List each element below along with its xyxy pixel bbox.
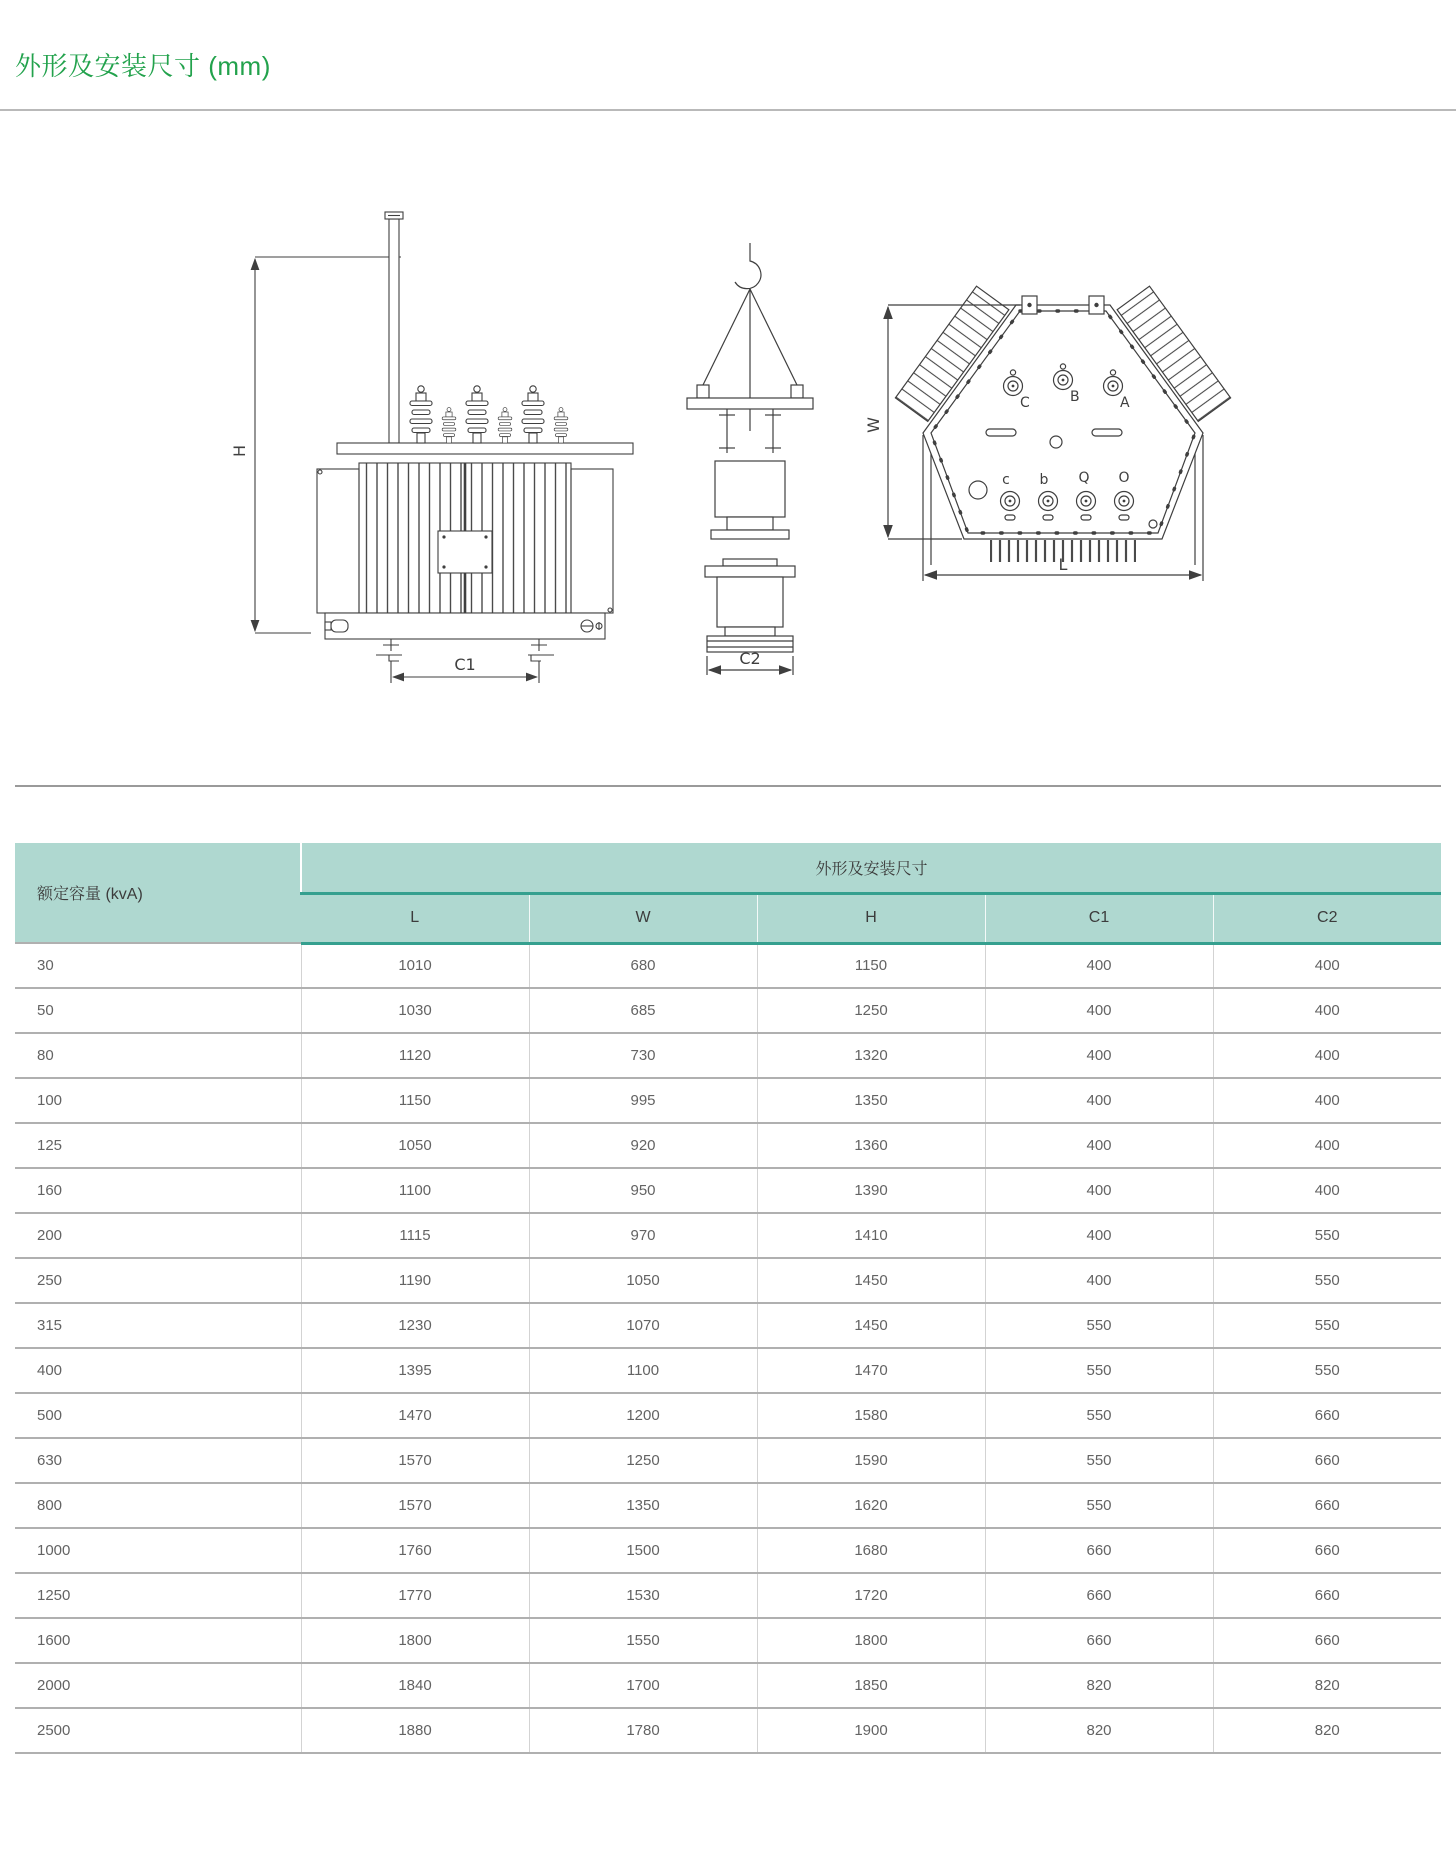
top-w-dimension-label: W [864,417,883,433]
dimension-cell: 1680 [757,1528,985,1573]
dimension-cell: 1760 [301,1528,529,1573]
table-row [15,1663,1441,1708]
capacity-cell: 2000 [15,1663,301,1708]
dimension-cell: 1850 [757,1663,985,1708]
dimension-cell: 400 [985,1078,1213,1123]
dimension-cell: 1100 [301,1168,529,1213]
capacity-cell: 30 [15,943,301,988]
dimension-cell: 1800 [757,1618,985,1663]
capacity-cell: 500 [15,1393,301,1438]
dimension-cell: 1230 [301,1303,529,1348]
page-header [0,0,1456,111]
capacity-cell: 315 [15,1303,301,1348]
dimension-cell: 1250 [757,988,985,1033]
dimension-cell: 550 [985,1348,1213,1393]
dimension-cell: 820 [985,1663,1213,1708]
dimension-cell: 1500 [529,1528,757,1573]
dimension-cell: 550 [985,1438,1213,1483]
column-header-h: H [757,893,985,943]
dimension-cell: 1050 [529,1258,757,1303]
column-header-w: W [529,893,757,943]
table-row [15,1258,1441,1303]
dimension-cell: 400 [1213,943,1441,988]
lv-terminal-label-o: O [1118,470,1130,486]
dimension-cell: 660 [1213,1528,1441,1573]
column-header-c1: C1 [985,893,1213,943]
dimension-cell: 1120 [301,1033,529,1078]
dimension-cell: 400 [985,988,1213,1033]
dimension-cell: 680 [529,943,757,988]
dimension-cell: 550 [985,1483,1213,1528]
table-row [15,1618,1441,1663]
dimension-cell: 400 [985,1213,1213,1258]
dimension-cell: 660 [1213,1618,1441,1663]
dimension-cell: 820 [1213,1708,1441,1753]
dimension-cell: 1200 [529,1393,757,1438]
dimension-cell: 400 [985,1168,1213,1213]
dimension-cell: 685 [529,988,757,1033]
dimension-cell: 660 [985,1618,1213,1663]
dimension-cell: 550 [985,1303,1213,1348]
table-row [15,1483,1441,1528]
table-row [15,1078,1441,1123]
dimension-cell: 920 [529,1123,757,1168]
dimension-cell: 1780 [529,1708,757,1753]
table-row [15,1033,1441,1078]
dimensions-table-section [15,843,1441,1754]
dimension-cell: 1190 [301,1258,529,1303]
dimension-cell: 1350 [757,1078,985,1123]
dimension-cell: 820 [985,1708,1213,1753]
dimension-cell: 1395 [301,1348,529,1393]
lifting-side-view-drawing [665,217,835,677]
capacity-cell: 100 [15,1078,301,1123]
dimension-cell: 1100 [529,1348,757,1393]
column-header-l: L [301,893,529,943]
dimension-cell: 1030 [301,988,529,1033]
top-l-dimension-label: L [1058,555,1068,574]
capacity-cell: 400 [15,1348,301,1393]
dimension-cell: 400 [1213,1168,1441,1213]
table-body [15,943,1441,1753]
capacity-cell: 50 [15,988,301,1033]
dimension-cell: 995 [529,1078,757,1123]
dimension-cell: 950 [529,1168,757,1213]
dimension-cell: 400 [985,943,1213,988]
dimension-cell: 550 [985,1393,1213,1438]
dimension-cell: 1620 [757,1483,985,1528]
hv-terminal-label-c: C [1020,395,1030,411]
dimension-drawings [15,111,1441,787]
capacity-cell: 1000 [15,1528,301,1573]
dimension-cell: 1470 [301,1393,529,1438]
dimension-cell: 660 [985,1528,1213,1573]
dimension-cell: 400 [985,1033,1213,1078]
dimension-cell: 400 [985,1258,1213,1303]
dimension-cell: 1390 [757,1168,985,1213]
dimension-cell: 1840 [301,1663,529,1708]
dimension-cell: 1720 [757,1573,985,1618]
dimension-cell: 550 [1213,1303,1441,1348]
dimension-cell: 1550 [529,1618,757,1663]
dimension-cell: 1360 [757,1123,985,1168]
dimensions-table [15,843,1441,1754]
table-row [15,1168,1441,1213]
dimension-cell: 660 [1213,1573,1441,1618]
table-row [15,1528,1441,1573]
capacity-cell: 125 [15,1123,301,1168]
dimension-cell: 1800 [301,1618,529,1663]
dimension-cell: 1050 [301,1123,529,1168]
table-row [15,943,1441,988]
dimension-cell: 1570 [301,1483,529,1528]
dimension-cell: 400 [1213,1078,1441,1123]
dimension-cell: 1070 [529,1303,757,1348]
lv-terminal-label-q: Q [1078,470,1090,486]
capacity-cell: 250 [15,1258,301,1303]
capacity-cell: 1600 [15,1618,301,1663]
dimension-cell: 1150 [301,1078,529,1123]
dimension-cell: 1590 [757,1438,985,1483]
dimension-cell: 1880 [301,1708,529,1753]
dimension-cell: 1770 [301,1573,529,1618]
table-row [15,1348,1441,1393]
front-c1-dimension-label: C1 [454,655,476,674]
dimension-cell: 820 [1213,1663,1441,1708]
dimension-cell: 1450 [757,1303,985,1348]
table-row [15,1123,1441,1168]
dimension-cell: 1410 [757,1213,985,1258]
dimension-cell: 550 [1213,1258,1441,1303]
table-header [15,843,1441,943]
transformer-front-view-drawing [225,209,645,689]
capacity-column-header: 额定容量 (kvA) [15,843,301,943]
table-row [15,1708,1441,1753]
dimension-cell: 1320 [757,1033,985,1078]
dimension-cell: 660 [1213,1483,1441,1528]
capacity-cell: 80 [15,1033,301,1078]
dimension-cell: 1350 [529,1483,757,1528]
dimension-cell: 1900 [757,1708,985,1753]
lv-terminal-label-c: c [1002,472,1010,488]
dimension-cell: 400 [1213,988,1441,1033]
dimensions-group-header: 外形及安装尺寸 [301,843,1441,893]
dimension-cell: 660 [1213,1438,1441,1483]
capacity-cell: 200 [15,1213,301,1258]
table-row [15,988,1441,1033]
table-row [15,1573,1441,1618]
lv-terminal-label-b: b [1039,472,1049,488]
table-row [15,1303,1441,1348]
table-row [15,1393,1441,1438]
page-title: 外形及安装尺寸 (mm) [15,51,271,81]
hv-terminal-label-a: A [1120,395,1130,411]
capacity-cell: 2500 [15,1708,301,1753]
dimension-cell: 970 [529,1213,757,1258]
dimension-cell: 1450 [757,1258,985,1303]
front-h-dimension-label: H [230,444,249,458]
column-header-c2: C2 [1213,893,1441,943]
dimension-cell: 400 [1213,1123,1441,1168]
dimension-cell: 1530 [529,1573,757,1618]
table-row [15,1213,1441,1258]
dimension-cell: 1010 [301,943,529,988]
dimension-cell: 1115 [301,1213,529,1258]
dimension-cell: 550 [1213,1213,1441,1258]
dimension-cell: 400 [985,1123,1213,1168]
capacity-cell: 160 [15,1168,301,1213]
dimension-cell: 1570 [301,1438,529,1483]
dimension-cell: 1250 [529,1438,757,1483]
table-row [15,1438,1441,1483]
dimension-cell: 1580 [757,1393,985,1438]
transformer-top-view-drawing [864,283,1240,603]
hv-terminal-label-b: B [1070,389,1080,405]
capacity-cell: 1250 [15,1573,301,1618]
side-c2-dimension-label: C2 [739,649,761,668]
dimension-cell: 400 [1213,1033,1441,1078]
dimension-cell: 730 [529,1033,757,1078]
dimension-cell: 660 [1213,1393,1441,1438]
capacity-cell: 630 [15,1438,301,1483]
dimension-cell: 660 [985,1573,1213,1618]
dimension-cell: 550 [1213,1348,1441,1393]
dimension-cell: 1700 [529,1663,757,1708]
dimension-cell: 1470 [757,1348,985,1393]
capacity-cell: 800 [15,1483,301,1528]
dimension-cell: 1150 [757,943,985,988]
